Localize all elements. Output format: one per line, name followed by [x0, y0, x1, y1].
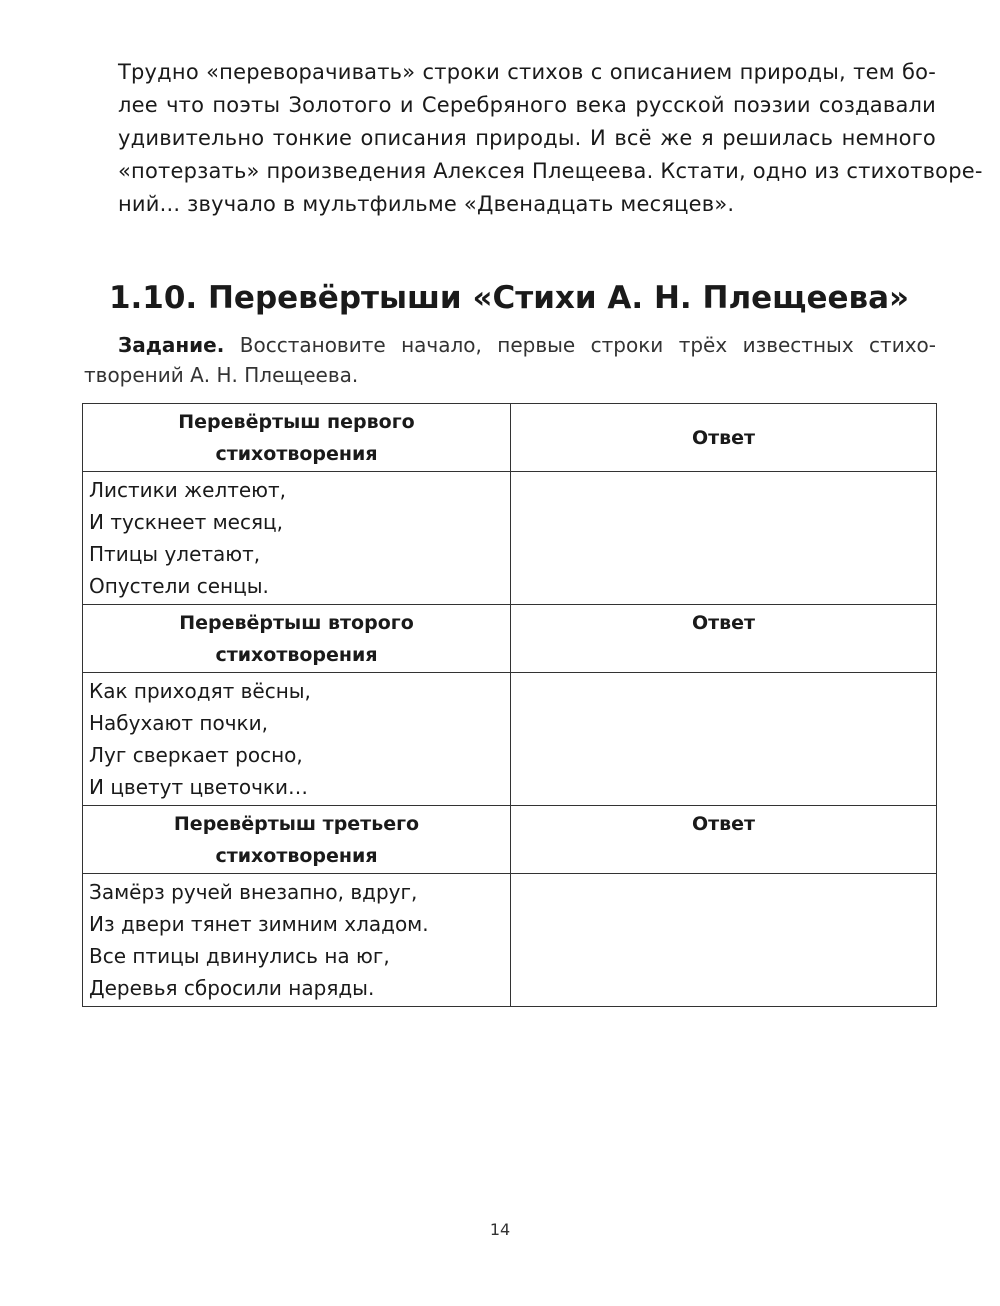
poem-line: Из двери тянет зимним хладом. [89, 912, 429, 936]
intro-paragraph [118, 56, 983, 221]
answer-cell[interactable] [511, 673, 937, 806]
poem-line: Луг сверкает росно, [89, 743, 303, 767]
intro-line: лее что поэты Золотого и Серебряного века русской поэзии создавали [118, 93, 936, 117]
answer-header-cell: Ответ [511, 404, 937, 472]
poem-line: Все птицы двинулись на юг, [89, 944, 390, 968]
poem-header-line: стихотворения [215, 845, 378, 867]
poems-table [82, 403, 937, 1007]
table-row [83, 673, 937, 806]
poem-line: Набухают почки, [89, 711, 268, 735]
poem-line: Опустели сенцы. [89, 574, 269, 598]
poem-cell [83, 874, 511, 1007]
poem-header-line: стихотворения [215, 644, 378, 666]
poem-line: И тускнеет месяц, [89, 510, 283, 534]
answer-header-cell: Ответ [511, 806, 937, 874]
table-header-row [83, 806, 937, 874]
poem-header-cell [83, 806, 511, 874]
answer-header-cell: Ответ [511, 605, 937, 673]
poem-line: Как приходят вёсны, [89, 679, 311, 703]
table-header-row [83, 605, 937, 673]
poem-cell [83, 673, 511, 806]
table-row [83, 874, 937, 1007]
page-number: 14 [489, 1220, 511, 1239]
intro-line: «потерзать» произведения Алексея Плещеева. Кстати, одно из стихотворе- [118, 159, 983, 183]
poem-line: И цветут цветочки… [89, 775, 309, 799]
answer-cell[interactable] [511, 874, 937, 1007]
task-label: Задание. [118, 333, 225, 357]
poem-header-line: стихотворения [215, 443, 378, 465]
task-text: Восстановите начало, первые строки трёх известных стихо- [239, 333, 936, 357]
task-line: творений А. Н. Плещеева. [84, 363, 359, 387]
intro-line: Трудно «переворачивать» строки стихов с описанием природы, тем бо- [118, 60, 936, 84]
poem-header-cell [83, 404, 511, 472]
table-row [83, 472, 937, 605]
poem-header-cell [83, 605, 511, 673]
table-header-row [83, 404, 937, 472]
task-block [84, 330, 936, 390]
poem-cell [83, 472, 511, 605]
task-line [118, 330, 936, 360]
poem-line: Деревья сбросили наряды. [89, 976, 375, 1000]
poem-line: Листики желтеют, [89, 478, 287, 502]
section-title: 1.10. Перевёртыши «Стихи А. Н. Плещеева» [108, 280, 910, 316]
answer-cell[interactable] [511, 472, 937, 605]
intro-line: ний... звучало в мультфильме «Двенадцать месяцев». [118, 192, 735, 216]
intro-line: удивительно тонкие описания природы. И всё же я решилась немного [118, 126, 936, 150]
poem-header-line: Перевёртыш второго [179, 612, 414, 634]
poem-header-line: Перевёртыш третьего [173, 813, 420, 835]
poem-header-line: Перевёртыш первого [178, 411, 415, 433]
poem-line: Птицы улетают, [89, 542, 261, 566]
poem-line: Замёрз ручей внезапно, вдруг, [89, 880, 418, 904]
